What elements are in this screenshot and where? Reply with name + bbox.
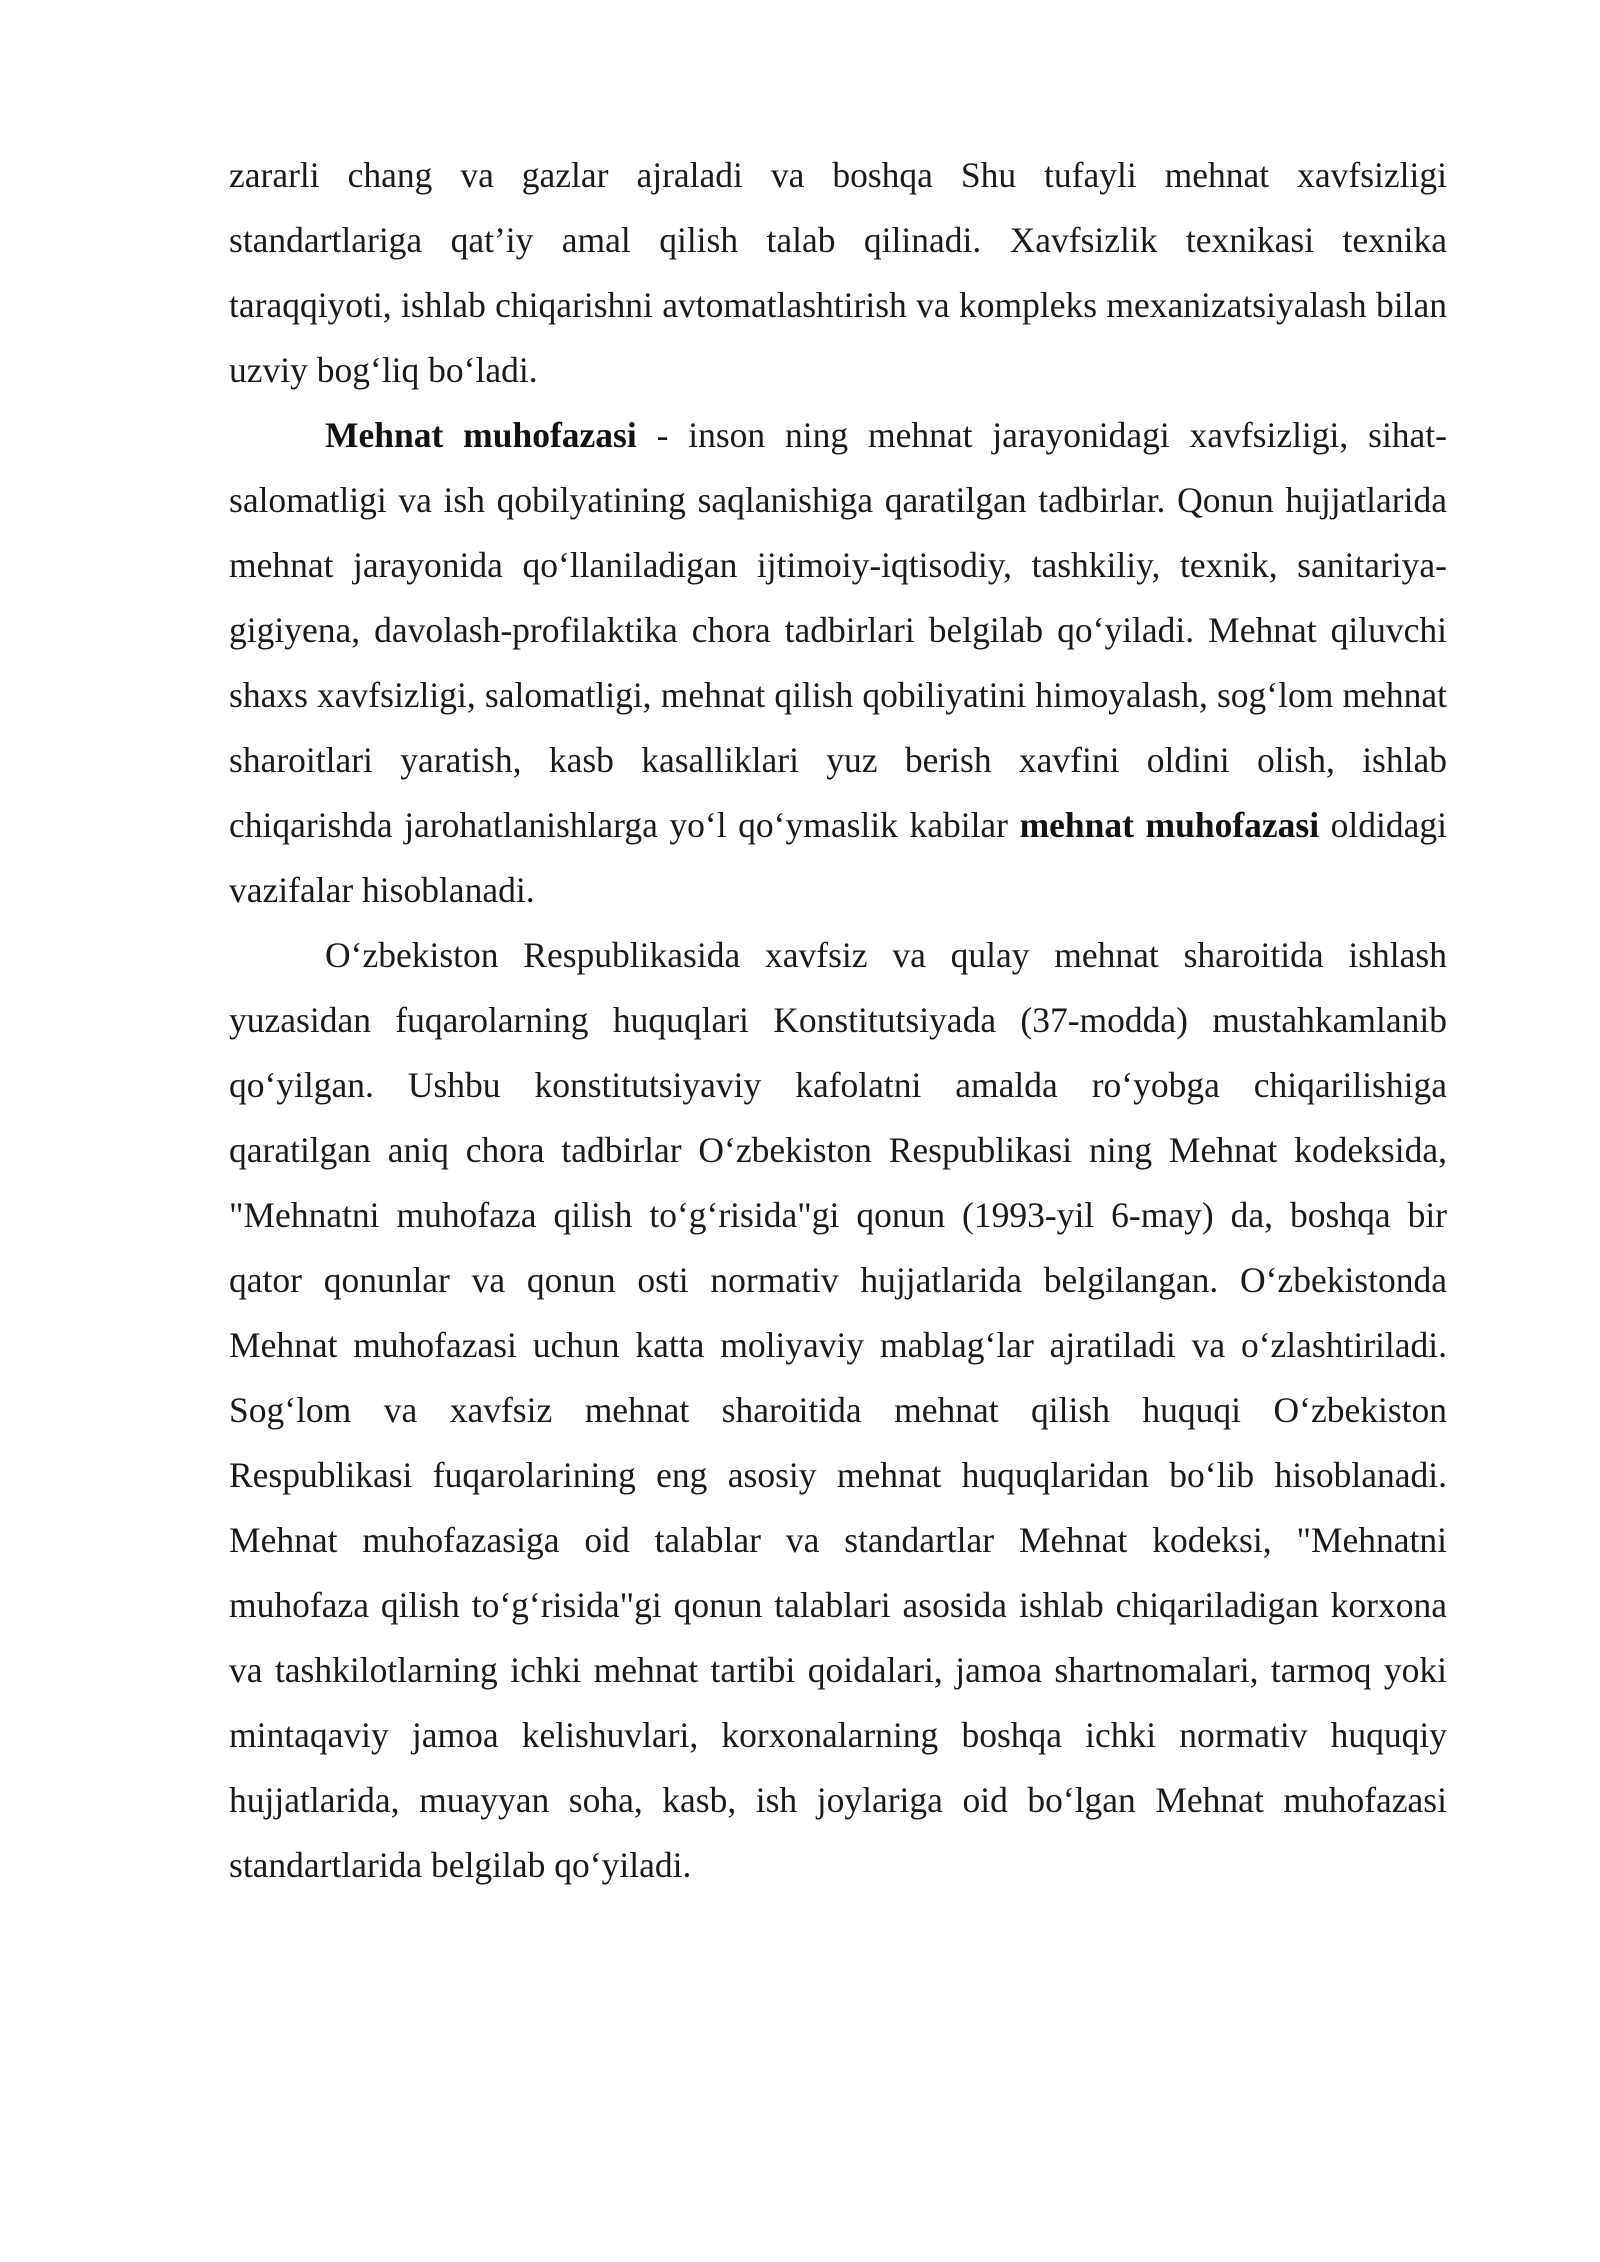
paragraph-2	[229, 403, 1447, 923]
document-page	[229, 143, 1447, 1898]
paragraph-3-text: O‘zbekiston Respublikasida xavfsiz va qulay mehnat sharoitida ishlash yuzasidan fuqarolarning huquqlari Konstitutsiyada (37-modda) mustahkamlanib qo‘yilgan. Ushbu konstitutsiyaviy kafolatni amalda ro‘yobga chiqarilishiga qaratilgan aniq chora tadbirlar O‘zbekiston Respublikasi ning Mehnat kodeksida, "Mehnatni muhofaza qilish to‘g‘risida"gi qonun (1993-yil 6-may) da, boshqa bir qator qonunlar va qonun osti normativ hujjatlarida belgilangan. O‘zbekistonda Mehnat muhofazasi uchun katta moliyaviy mablag‘lar ajratiladi va o‘zlashtiriladi. Sog‘lom va xavfsiz mehnat sharoitida mehnat qilish huquqi O‘zbekiston Respublikasi fuqarolarining eng asosiy mehnat huquqlaridan bo‘lib hisoblanadi. Mehnat muhofazasiga oid talablar va standartlar Mehnat kodeksi, "Mehnatni muhofaza qilish to‘g‘risida"gi qonun talablari asosida ishlab chiqariladigan korxona va tashkilotlarning ichki mehnat tartibi qoidalari, jamoa shartnomalari, tarmoq yoki mintaqaviy jamoa kelishuvlari, korxonalarning boshqa ichki normativ huquqiy hujjatlarida, muayyan soha, kasb, ish joylariga oid bo‘lgan Mehnat muhofazasi standartlarida belgilab qo‘yiladi.	[229, 935, 1447, 1885]
term-mehnat-muhofazasi-inline: mehnat muhofazasi	[1019, 805, 1320, 845]
paragraph-3	[229, 923, 1447, 1898]
paragraph-2-text-1: - inson ning mehnat jarayonidagi xavfsizligi, sihat-salomatligi va ish qobilyatining saqlanishiga qaratilgan tadbirlar. Qonun hujjatlarida mehnat jarayonida qo‘llaniladigan ijtimoiy-iqtisodiy, tashkiliy, texnik, sanitariya-gigiyena, davolash-profilaktika chora tadbirlari belgilab qo‘yiladi. Mehnat qiluvchi shaxs xavfsizligi, salomatligi, mehnat qilish qobiliyatini himoyalash, sog‘lom mehnat sharoitlari yaratish, kasb kasalliklari yuz berish xavfini oldini olish, ishlab chiqarishda jarohatlanishlarga yo‘l qo‘ymaslik kabilar	[229, 415, 1447, 845]
paragraph-1	[229, 143, 1447, 403]
paragraph-2-text-2: oldidagi vazifalar hisoblanadi.	[229, 805, 1447, 910]
term-mehnat-muhofazasi: Mehnat muhofazasi	[325, 415, 637, 455]
paragraph-1-text: zararli chang va gazlar ajraladi va boshqa Shu tufayli mehnat xavfsizligi standartlariga qat’iy amal qilish talab qilinadi. Xavfsizlik texnikasi texnika taraqqiyoti, ishlab chiqarishni avtomatlashtirish va kompleks mexanizatsiyalash bilan uzviy bog‘liq bo‘ladi.	[229, 155, 1447, 390]
